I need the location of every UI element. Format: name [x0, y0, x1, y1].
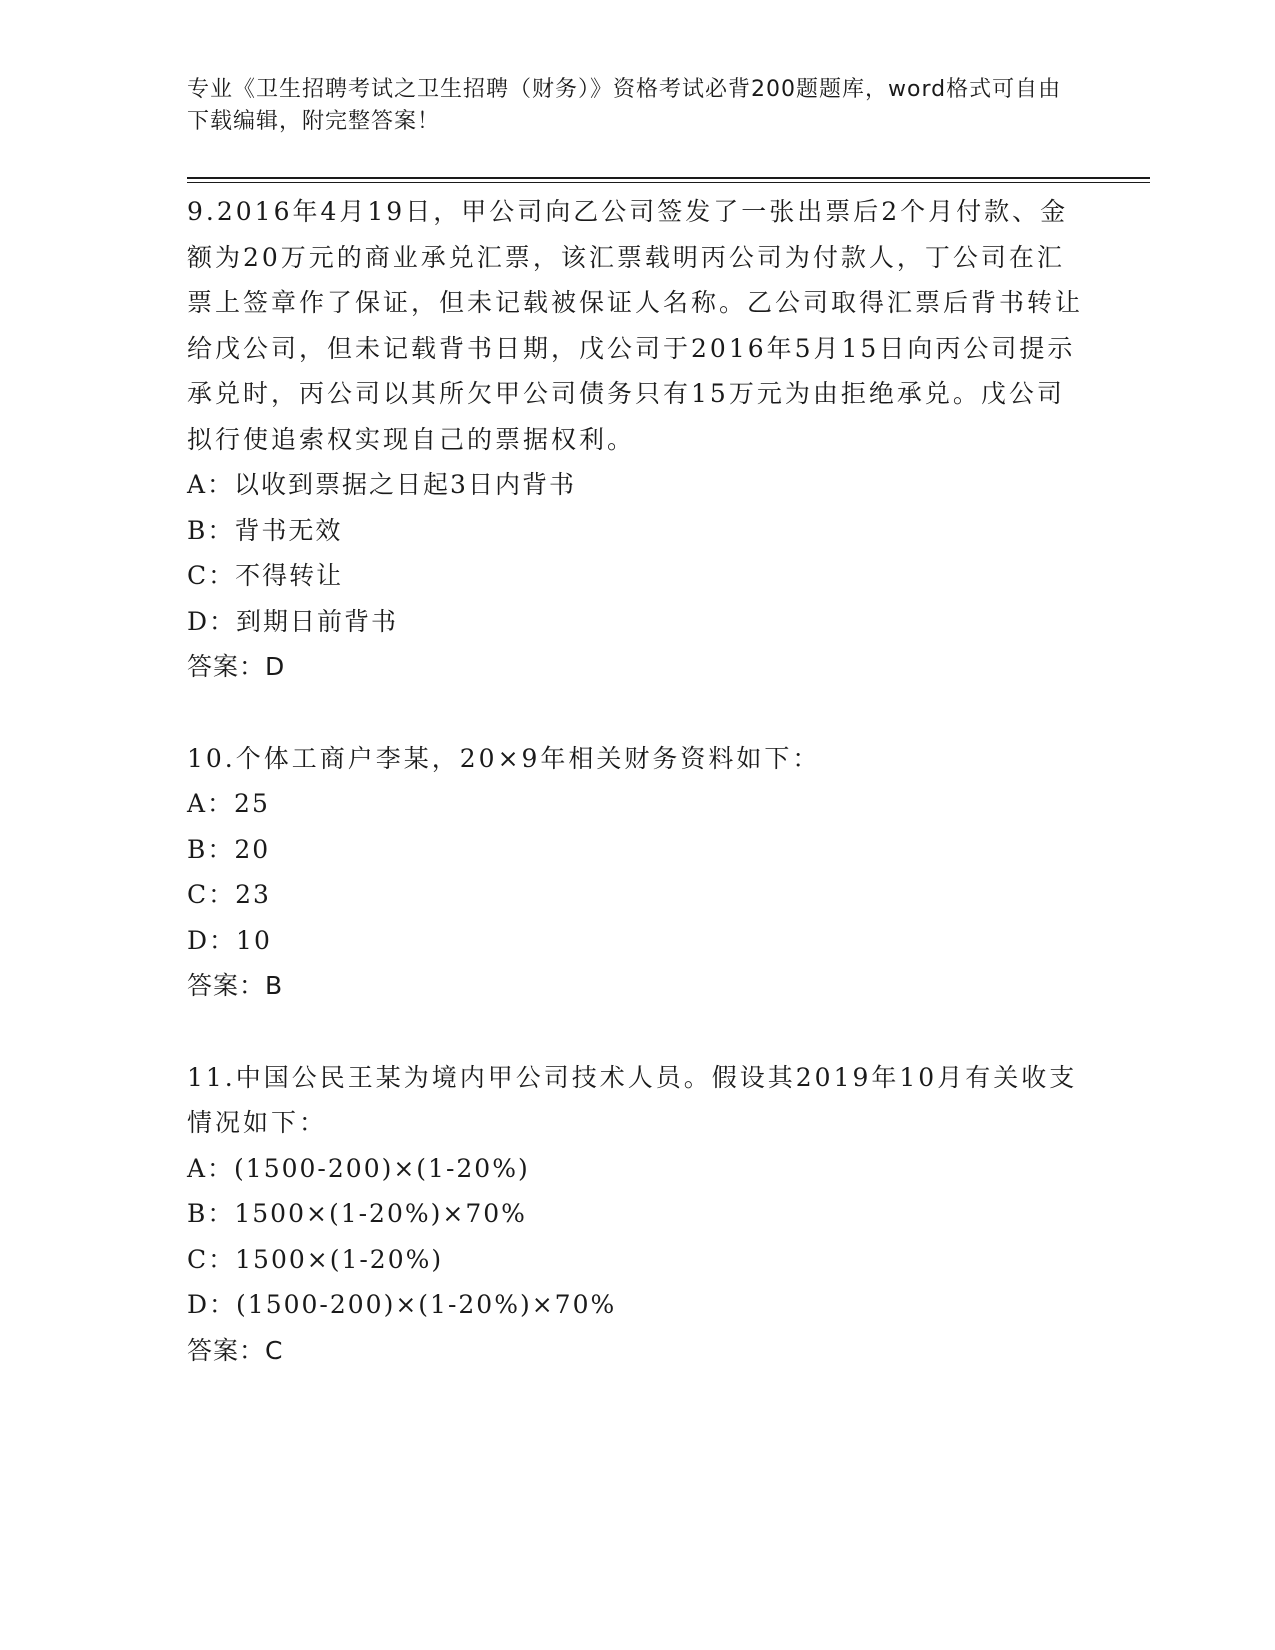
option-a: A：以收到票据之日起3日内背书: [187, 470, 576, 499]
option-c: C：不得转让: [187, 561, 344, 590]
option-b: B：背书无效: [187, 515, 343, 545]
option-c: C：23: [187, 880, 271, 909]
option-c: C：1500×(1-20%): [187, 1244, 444, 1274]
header-rule-thin: [187, 182, 1150, 183]
option-a: A：25: [187, 789, 270, 818]
question-block: [187, 736, 1087, 1009]
question-list: [187, 189, 1087, 1419]
question-block: [187, 189, 1087, 690]
answer-line: 答案：C: [187, 1335, 284, 1365]
question-text: 11.中国公民王某为境内甲公司技术人员。假设其2019年10月有关收支情况如下：: [187, 1062, 1078, 1137]
option-b: B：20: [187, 834, 271, 864]
question-block: [187, 1055, 1087, 1374]
answer-line: 答案：B: [187, 971, 284, 1000]
question-text: 9.2016年4月19日，甲公司向乙公司签发了一张出票后2个月付款、金额为20万元的商业承兑汇票，该汇票载明丙公司为付款人，丁公司在汇票上签章作了保证，但未记载被保证人名称。乙公司取得汇票后背书转让给戊公司，但未记载背书日期，戊公司于2016年5月15日向丙公司提示承兑时，丙公司以其所欠甲公司债务只有15万元为由拒绝承兑。戊公司拟行使追索权实现自己的票据权利。: [187, 197, 1084, 454]
option-d: D：10: [187, 925, 272, 955]
document-header: 专业《卫生招聘考试之卫生招聘（财务）》资格考试必背200题题库，word格式可自由下载编辑，附完整答案！: [187, 77, 1062, 134]
option-d: D：到期日前背书: [187, 606, 399, 636]
answer-line: 答案：D: [187, 652, 286, 681]
question-text: 10.个体工商户李某，20×9年相关财务资料如下：: [187, 743, 821, 773]
option-a: A：(1500-200)×(1-20%): [187, 1153, 530, 1183]
option-d: D：(1500-200)×(1-20%)×70%: [187, 1290, 617, 1319]
option-b: B：1500×(1-20%)×70%: [187, 1199, 527, 1228]
header-rule-thick: [187, 177, 1150, 179]
